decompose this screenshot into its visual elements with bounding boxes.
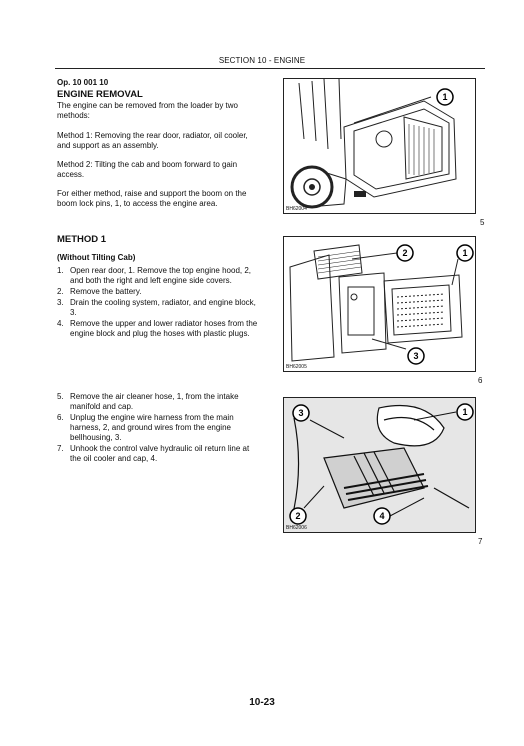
step-text: Unplug the engine wire harness from the main harness, 2, and ground wires from the engine bellhousing, 3. [70,413,234,442]
figure-engine-removal-overview [283,78,476,214]
method-heading: METHOD 1 [57,234,107,245]
steps-list-a [57,266,260,340]
list-item [57,319,260,339]
intro-paragraph-1: The engine can be removed from the loader by two methods: [57,101,238,120]
step-text: Remove the battery. [70,287,142,296]
header-rule [55,68,485,69]
step-text: Unhook the control valve hydraulic oil return line at the oil cooler and cap, 4. [70,444,250,463]
callout-label: 2 [295,511,301,521]
callout-label: 1 [442,92,448,102]
step-number: 3. [57,298,64,307]
step-number: 4. [57,319,64,328]
section-header: SECTION 10 - ENGINE [218,56,306,65]
callout-label: 1 [462,407,468,417]
list-item [57,444,260,464]
figure-engine-compartment [283,397,476,533]
step-text: Drain the cooling system, radiator, and engine block, 3. [70,298,256,317]
operation-code: Op. 10 001 10 [57,78,109,87]
step-number: 6. [57,413,64,422]
callout-label: 4 [379,511,385,521]
step-text: Open rear door, 1. Remove the top engine hood, 2, and both the right and left engine side covers. [70,266,252,285]
intro-paragraph-2: Method 1: Removing the rear door, radiator, oil cooler, and support as an assembly. [57,131,248,150]
loader-rear-illustration [284,79,475,213]
figure-code: BH62006 [286,525,307,531]
list-item [57,392,260,412]
engine-compartment-illustration [284,398,475,532]
list-item [57,413,260,443]
step-number: 5. [57,392,64,401]
rear-door-illustration [284,237,475,371]
list-item [57,298,260,318]
step-number: 7. [57,444,64,453]
figure-number: 5 [480,218,485,227]
intro-paragraph-4: For either method, raise and support the boom on the boom lock pins, 1, to access the engine area. [57,189,247,208]
figure-number: 7 [478,537,483,546]
intro-paragraph-3: Method 2: Tilting the cab and boom forward to gain access. [57,160,238,179]
callout-label: 1 [462,248,468,258]
method-subheading: (Without Tilting Cab) [57,253,136,262]
figure-number: 6 [478,376,483,385]
list-item [57,266,260,286]
figure-code: BH62005 [286,364,307,370]
steps-list-b [57,392,260,465]
list-item [57,287,260,297]
callout-label: 2 [402,248,408,258]
callout-label: 3 [413,351,419,361]
step-text: Remove the upper and lower radiator hoses from the engine block and plug the hoses with plastic plugs. [70,319,258,338]
step-text: Remove the air cleaner hose, 1, from the intake manifold and cap. [70,392,239,411]
step-number: 1. [57,266,64,275]
figure-code: BH62004 [286,206,307,212]
figure-rear-door-open [283,236,476,372]
page-number: 10-23 [249,697,275,708]
step-number: 2. [57,287,64,296]
callout-label: 3 [298,408,304,418]
page-title: ENGINE REMOVAL [57,89,143,100]
